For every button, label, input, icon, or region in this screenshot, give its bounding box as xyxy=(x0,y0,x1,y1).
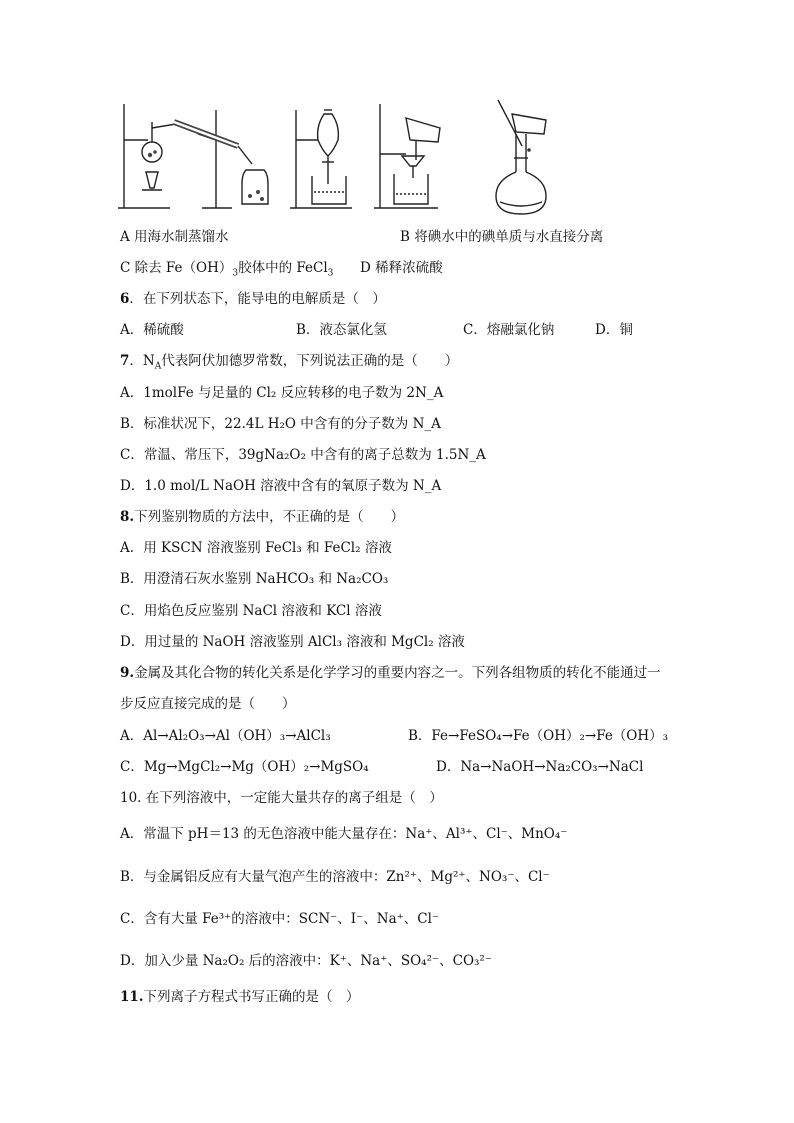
question-8-stem: 8.下列鉴别物质的方法中，不正确的是（ ） xyxy=(120,509,405,525)
question-6-option-b: B．液态氯化氢 xyxy=(296,322,387,338)
apparatus-figures xyxy=(110,100,580,220)
question-9-option-b: B．Fe→FeSO₄→Fe（OH）₂→Fe（OH）₃ xyxy=(408,728,669,744)
question-10-stem: 10. 在下列溶液中，一定能大量共存的离子组是（ ） xyxy=(120,790,443,806)
question-9-stem-line-2: 步反应直接完成的是（ ） xyxy=(120,696,296,712)
question-10-option-a: A．常温下 pH＝13 的无色溶液中能大量存在：Na⁺、Al³⁺、Cl⁻、MnO₄⁻ xyxy=(120,826,568,842)
question-6-option-c: C．熔融氯化钠 xyxy=(463,322,555,338)
question-8-option-a: A．用 KSCN 溶液鉴别 FeCl₃ 和 FeCl₂ 溶液 xyxy=(120,540,392,556)
question-7-stem: 7．$N_A$代表阿伏加德罗常数，下列说法正确的是（ ） xyxy=(120,353,459,372)
question-8-option-d: D．用过量的 NaOH 溶液鉴别 AlCl₃ 溶液和 MgCl₂ 溶液 xyxy=(120,634,465,650)
question-9-option-d: D．Na→NaOH→Na₂CO₃→NaCl xyxy=(436,759,644,775)
question-7-option-a: A．1molFe 与足量的 Cl₂ 反应转移的电子数为 2N_A xyxy=(120,385,444,401)
question-11-stem: 11.下列离子方程式书写正确的是（ ） xyxy=(120,989,360,1005)
question-10-option-c: C．含有大量 Fe³⁺的溶液中：SCN⁻、I⁻、Na⁺、Cl⁻ xyxy=(120,911,440,927)
figure-b-caption: B 将碘水中的碘单质与水直接分离 xyxy=(400,229,604,245)
question-9-option-c: C．Mg→MgCl₂→Mg（OH）₂→MgSO₄ xyxy=(120,759,369,775)
distillation-apparatus-figure xyxy=(118,100,278,215)
question-10-option-d: D．加入少量 Na₂O₂ 后的溶液中：K⁺、Na⁺、SO₄²⁻、CO₃²⁻ xyxy=(120,953,492,969)
question-6-stem: 6．在下列状态下，能导电的电解质是（ ） xyxy=(120,291,386,307)
figure-c-caption: C 除去 $Fe(OH)_3$胶体中的 FeCl$_3$ xyxy=(120,260,334,279)
question-7-option-b: B．标准状况下，22.4L H₂O 中含有的分子数为 N_A xyxy=(120,416,441,432)
question-9-stem-line-1: 9.金属及其化合物的转化关系是化学学习的重要内容之一。下列各组物质的转化不能通过一 xyxy=(120,665,661,681)
question-9-option-a: A．Al→Al₂O₃→Al（OH）₃→AlCl₃ xyxy=(120,728,331,744)
question-10-option-b: B．与金属铝反应有大量气泡产生的溶液中：Zn²⁺、Mg²⁺、NO₃⁻、Cl⁻ xyxy=(120,869,550,885)
question-8-option-b: B．用澄清石灰水鉴别 NaHCO₃ 和 Na₂CO₃ xyxy=(120,571,389,587)
separatory-funnel-figure xyxy=(288,100,358,215)
volumetric-flask-figure xyxy=(482,100,562,220)
filtration-figure xyxy=(372,100,452,215)
question-6-option-a: A．稀硫酸 xyxy=(120,322,184,338)
figure-a-caption: A 用海水制蒸馏水 xyxy=(120,229,229,245)
question-6-option-d: D．铜 xyxy=(595,322,633,338)
question-7-option-c: C．常温、常压下，39gNa₂O₂ 中含有的离子总数为 1.5N_A xyxy=(120,447,486,463)
figure-d-caption: D 稀释浓硫酸 xyxy=(360,260,443,276)
question-7-option-d: D．1.0 mol/L NaOH 溶液中含有的氧原子数为 N_A xyxy=(120,478,442,494)
question-8-option-c: C．用焰色反应鉴别 NaCl 溶液和 KCl 溶液 xyxy=(120,603,382,619)
